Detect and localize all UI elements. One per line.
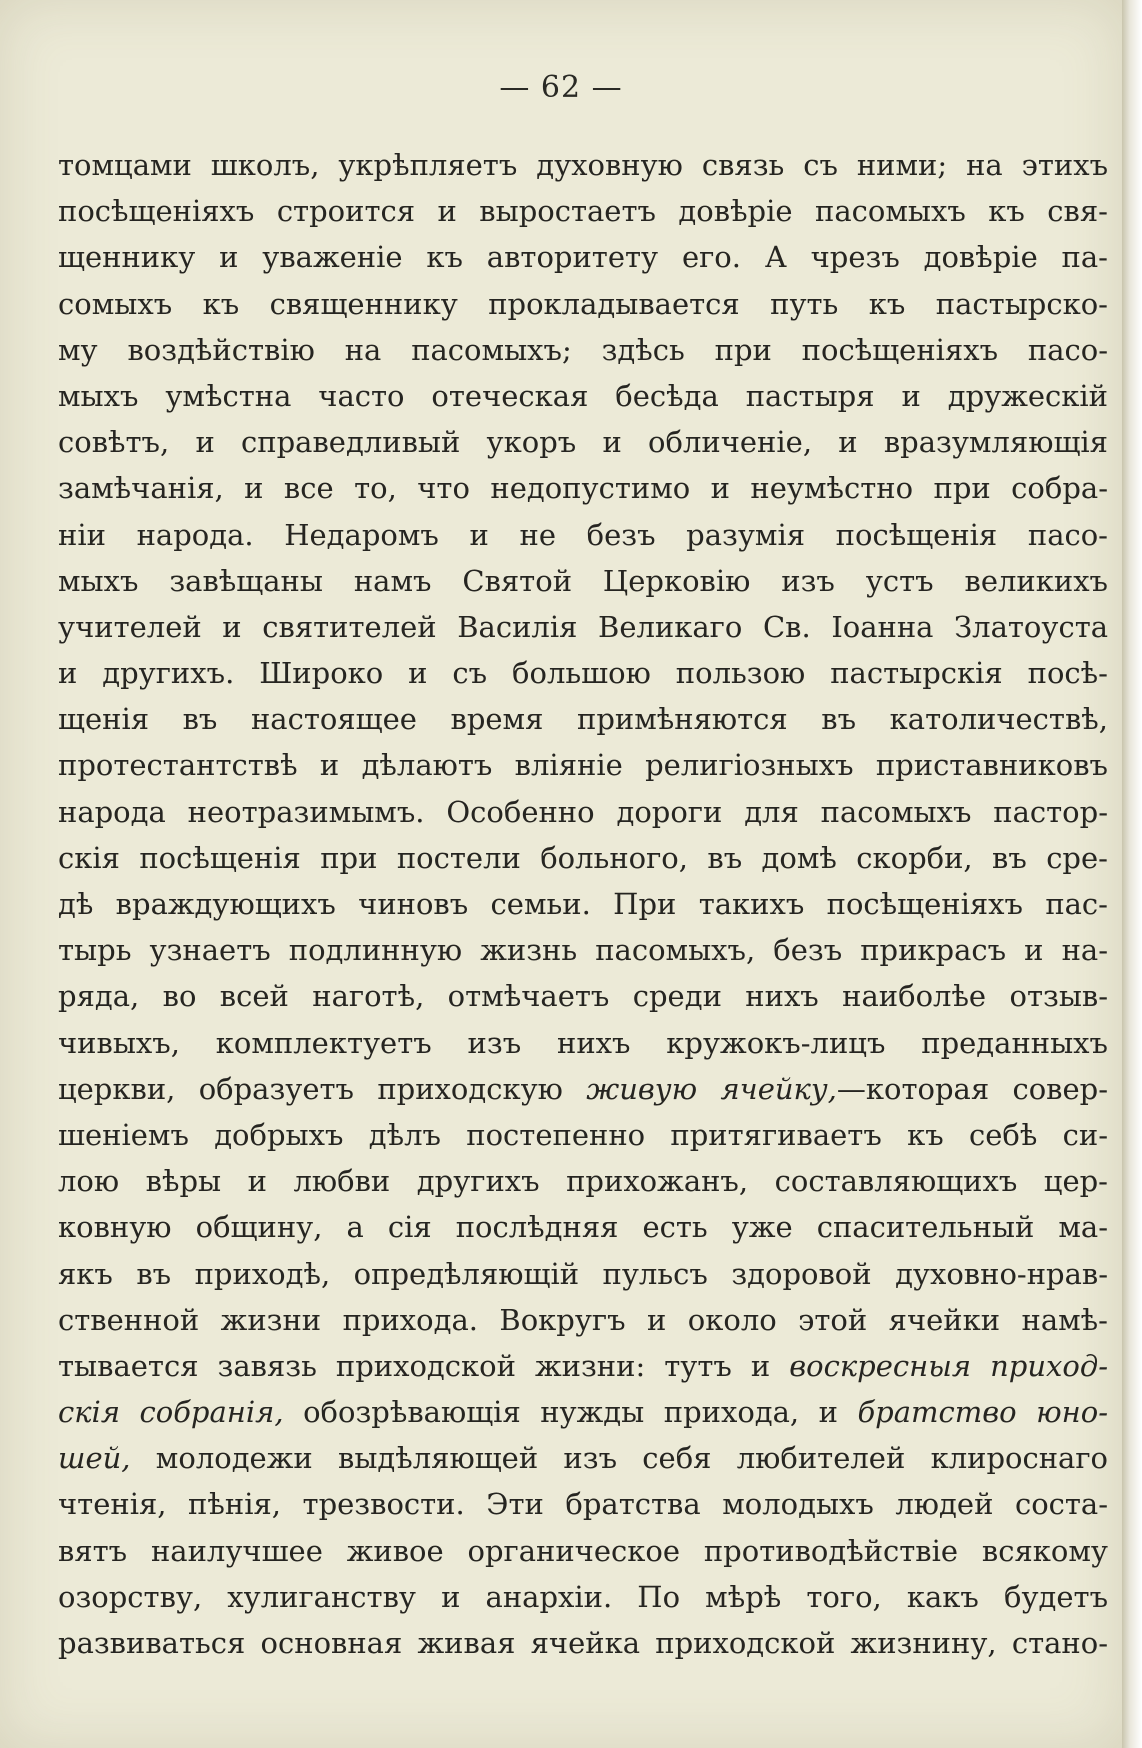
text-run: томцами школъ, укрѣпляетъ духовную связь съ ними; на этихъ (58, 148, 1109, 182)
text-run: обозрѣвающія нужды прихода, и (283, 1395, 858, 1430)
text-run: замѣчанія, и все то, что недопустимо и неумѣстно при собра- (58, 471, 1108, 506)
text-line (58, 512, 1126, 558)
text-line (58, 558, 1126, 604)
text-line (58, 835, 1126, 881)
italic-phrase: скія собранія, (58, 1395, 284, 1430)
text-run: и другихъ. Широко и съ большою пользою пастырскія посѣ- (58, 656, 1108, 691)
text-line (58, 650, 1126, 696)
text-run: якъ въ приходѣ, опредѣляющій пульсъ здоровой духовно-нрав- (58, 1256, 1109, 1291)
text-run: молодежи выдѣляющей изъ себя любителей клироснаго (130, 1441, 1108, 1476)
text-run: му воздѣйствію на пасомыхъ; здѣсь при посѣщеніяхъ пасо- (58, 332, 1108, 367)
text-line (58, 1481, 1126, 1527)
text-run: озорству, хулиганству и анархіи. По мѣрѣ того, какъ будетъ (58, 1579, 1109, 1614)
text-line (58, 373, 1126, 419)
text-run: тывается завязь приходской жизни: тутъ и (58, 1348, 790, 1383)
text-line (58, 465, 1126, 511)
text-line (58, 604, 1126, 650)
text-line (58, 1020, 1126, 1066)
text-line (58, 1620, 1126, 1666)
text-run: посѣщеніяхъ строится и выростаетъ довѣріе пасомыхъ къ свя- (58, 194, 1108, 229)
text-line (58, 188, 1126, 234)
text-line (58, 1574, 1126, 1620)
text-run: ственной жизни прихода. Вокругъ и около этой ячейки намѣ- (58, 1302, 1108, 1337)
body-text (58, 142, 1126, 1666)
text-line (58, 881, 1126, 927)
text-line (58, 1158, 1126, 1204)
text-run: учителей и святителей Василія Великаго Св. Іоанна Златоуста (58, 609, 1109, 644)
text-run: совѣтъ, и справедливый укоръ и обличеніе, и вразумляющія (58, 425, 1108, 460)
text-run: —которая совер- (836, 1071, 1109, 1106)
text-line (58, 1204, 1126, 1250)
text-line (58, 327, 1126, 373)
text-run: шеніемъ добрыхъ дѣлъ постепенно притягиваетъ къ себѣ си- (58, 1117, 1108, 1152)
text-line (58, 1066, 1126, 1112)
text-run: мыхъ завѣщаны намъ Святой Церковію изъ устъ великихъ (58, 563, 1108, 598)
text-line (58, 1343, 1126, 1389)
text-run: развиваться основная живая ячейка приходской жизнину, стано- (58, 1626, 1108, 1660)
text-run: народа неотразимымъ. Особенно дороги для пасомыхъ пастор- (58, 794, 1108, 829)
italic-phrase: живую ячейку, (586, 1071, 837, 1106)
text-run: церкви, образуетъ приходскую (58, 1071, 587, 1106)
text-line (58, 142, 1126, 188)
text-run: сомыхъ къ священнику прокладывается путь къ пастырско- (58, 286, 1108, 321)
text-line (58, 973, 1126, 1019)
text-run: щенія въ настоящее время примѣняются въ католичествѣ, (58, 702, 1108, 737)
text-line (58, 696, 1126, 742)
text-run: ковную общину, а сія послѣдняя есть уже спасительный ма- (58, 1210, 1109, 1245)
text-run: дѣ враждующихъ чиновъ семьи. При такихъ посѣщеніяхъ пас- (58, 887, 1108, 921)
page-edge (1122, 0, 1142, 1748)
italic-phrase: шей, (58, 1441, 131, 1476)
text-run: ряда, во всей наготѣ, отмѣчаетъ среди нихъ наиболѣе отзыв- (58, 979, 1109, 1014)
text-line (58, 1528, 1126, 1574)
text-run: чивыхъ, комплектуетъ изъ нихъ кружокъ-лицъ преданныхъ (58, 1025, 1108, 1060)
text-line (58, 927, 1126, 973)
text-line (58, 742, 1126, 788)
text-run: ніи народа. Недаромъ и не безъ разумія посѣщенія пасо- (58, 517, 1108, 552)
text-line (58, 281, 1126, 327)
text-line (58, 1251, 1126, 1297)
text-run: скія посѣщенія при постели больного, въ домѣ скорби, въ сре- (58, 840, 1108, 875)
text-line (58, 1389, 1126, 1435)
text-run: вятъ наилучшее живое органическое противодѣйствіе всякому (58, 1533, 1108, 1568)
text-line (58, 234, 1126, 280)
text-run: мыхъ умѣстна часто отеческая бесѣда пастыря и дружескій (58, 378, 1109, 413)
text-line (58, 1297, 1126, 1343)
text-run: щеннику и уваженіе къ авторитету его. А чрезъ довѣріе па- (58, 240, 1108, 275)
text-run: протестантствѣ и дѣлаютъ вліяніе религіозныхъ приставниковъ (58, 748, 1108, 783)
page-number: — 62 — (499, 70, 623, 105)
text-line (58, 789, 1126, 835)
text-run: чтенія, пѣнія, трезвости. Эти братства молодыхъ людей соста- (58, 1487, 1109, 1522)
text-line (58, 1435, 1126, 1481)
italic-phrase: воскресныя приход- (789, 1348, 1109, 1383)
text-run: лою вѣры и любви другихъ прихожанъ, составляющихъ цер- (58, 1164, 1108, 1199)
italic-phrase: братство юно- (857, 1395, 1108, 1430)
text-line (58, 419, 1126, 465)
text-run: тырь узнаетъ подлинную жизнь пасомыхъ, безъ прикрасъ и на- (58, 933, 1108, 968)
text-line (58, 1112, 1126, 1158)
